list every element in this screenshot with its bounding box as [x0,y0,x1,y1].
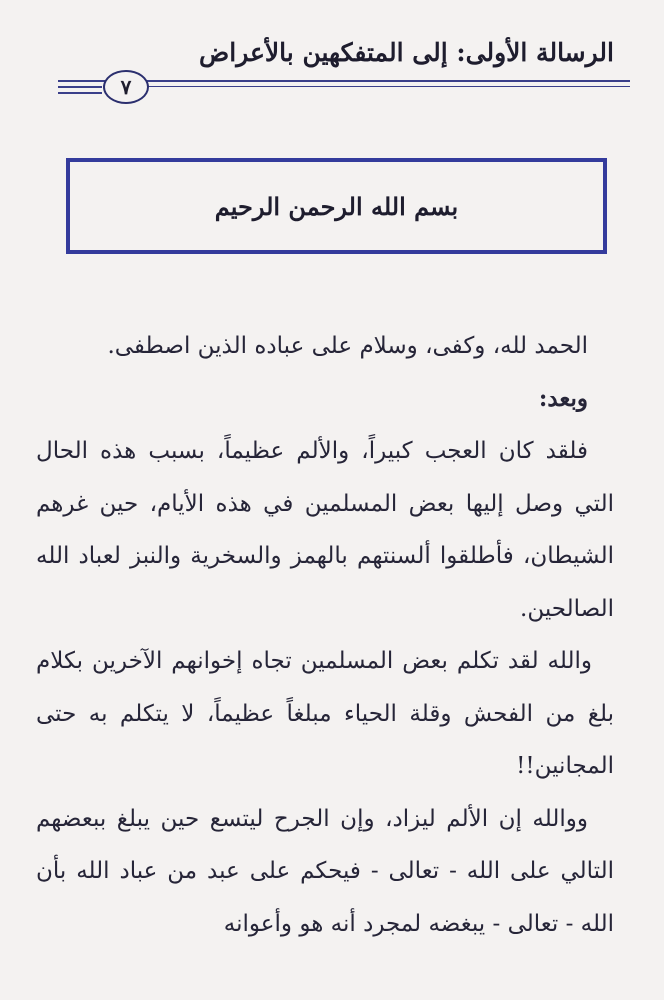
paragraph-wa-baad: وبعد: [538,384,588,412]
page-number: ٧ [103,70,149,104]
body-text [36,320,614,950]
paragraph-2: والله لقد تكلم بعض المسلمين تجاه إخوانهم الآخرين بكلام بلغ من الفحش وقلة الحياء مبلغاً عظيماً، لا يتكلم به حتى المجانين!! [36,648,614,779]
basmala-text: بسم الله الرحمن الرحيم [214,191,459,221]
paragraph-opening: الحمد لله، وكفى، وسلام على عباده الذين اصطفى. [107,333,588,359]
basmala-frame [66,158,607,254]
paragraph-1: فلقد كان العجب كبيراً، والألم عظيماً، بسبب هذه الحال التي وصل إليها بعض المسلمين في هذه الأيام، حين غرهم الشيطان، فأطلقوا ألسنتهم بالهمز والسخرية والنبز لعباد الله الصالحين. [36,438,614,622]
running-header-title: الرسالة الأولى: إلى المتفكهين بالأعراض [199,38,614,67]
paragraph-3: ووالله إن الألم ليزاد، وإن الجرح ليتسع حين يبلغ ببعضهم التالي على الله - تعالى - فيحكم على عبد من عباد الله بأن الله - تعالى - يبغضه لمجرد أنه هو وأعوانه [36,805,614,937]
